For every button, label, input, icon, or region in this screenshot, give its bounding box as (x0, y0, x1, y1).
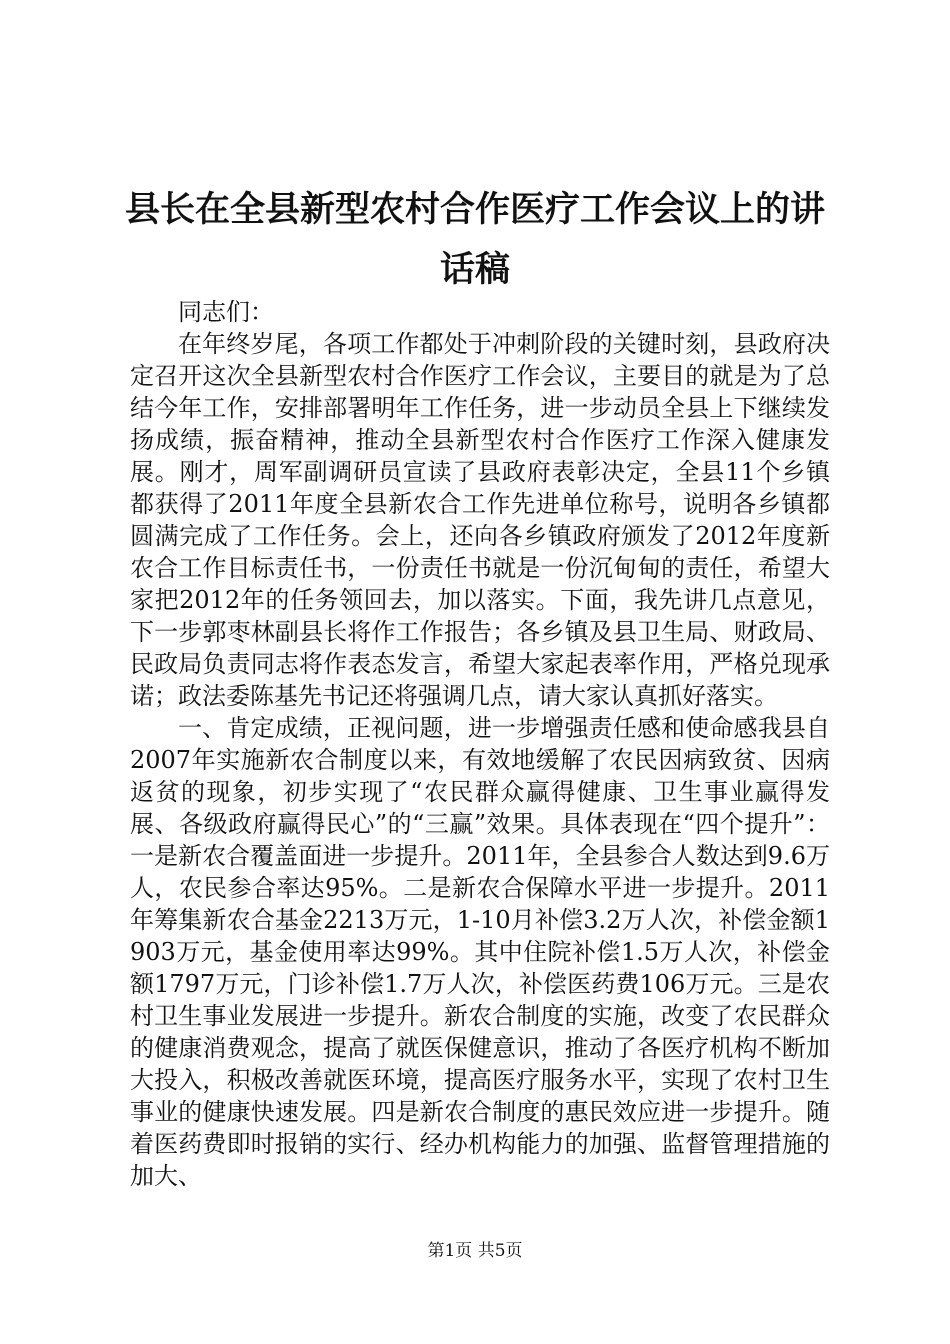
document-title-line-2: 话稿 (439, 250, 510, 290)
document-body (130, 296, 830, 1192)
salutation: 同志们： (178, 298, 274, 326)
page-footer: 第1页 共5页 (427, 1241, 523, 1261)
paragraph-2: 一、肯定成绩，正视问题，进一步增强责任感和使命感我县自2007年实施新农合制度以来，有效地缓解了农民因病致贫、因病返贫的现象，初步实现了“农民群众赢得健康、卫生事业赢得发展、各级政府赢得民心”的“三赢”效果。具体表现在“四个提升”：一是新农合覆盖面进一步提升。2011年，全县参合人数达到9.6万人，农民参合率达95%。二是新农合保障水平进一步提升。2011年筹集新农合基金2213万元，1-10月补偿3.2万人次，补偿金额1903万元，基金使用率达99%。其中住院补偿1.5万人次，补偿金额1797万元，门诊补偿1.7万人次，补偿医药费106万元。三是农村卫生事业发展进一步提升。新农合制度的实施，改变了农民群众的健康消费观念，提高了就医保健意识，推动了各医疗机构不断加大投入，积极改善就医环境，提高医疗服务水平，实现了农村卫生事业的健康快速发展。四是新农合制度的惠民效应进一步提升。随着医药费即时报销的实行、经办机构能力的加强、监督管理措施的加大、 (130, 714, 830, 1190)
document-title-line-1: 县长在全县新型农村合作医疗工作会议上的讲 (124, 190, 825, 230)
paragraph-1: 在年终岁尾，各项工作都处于冲刺阶段的关键时刻，县政府决定召开这次全县新型农村合作医疗工作会议，主要目的就是为了总结今年工作，安排部署明年工作任务，进一步动员全县上下继续发扬成绩，振奋精神，推动全县新型农村合作医疗工作深入健康发展。刚才，周军副调研员宣读了县政府表彰决定，全县11个乡镇都获得了2011年度全县新农合工作先进单位称号，说明各乡镇都圆满完成了工作任务。会上，还向各乡镇政府颁发了2012年度新农合工作目标责任书，一份责任书就是一份沉甸甸的责任，希望大家把2012年的任务领回去，加以落实。下面，我先讲几点意见，下一步郭枣林副县长将作工作报告；各乡镇及县卫生局、财政局、民政局负责同志将作表态发言，希望大家起表率作用，严格兑现承诺；政法委陈基先书记还将强调几点，请大家认真抓好落实。 (130, 330, 830, 710)
